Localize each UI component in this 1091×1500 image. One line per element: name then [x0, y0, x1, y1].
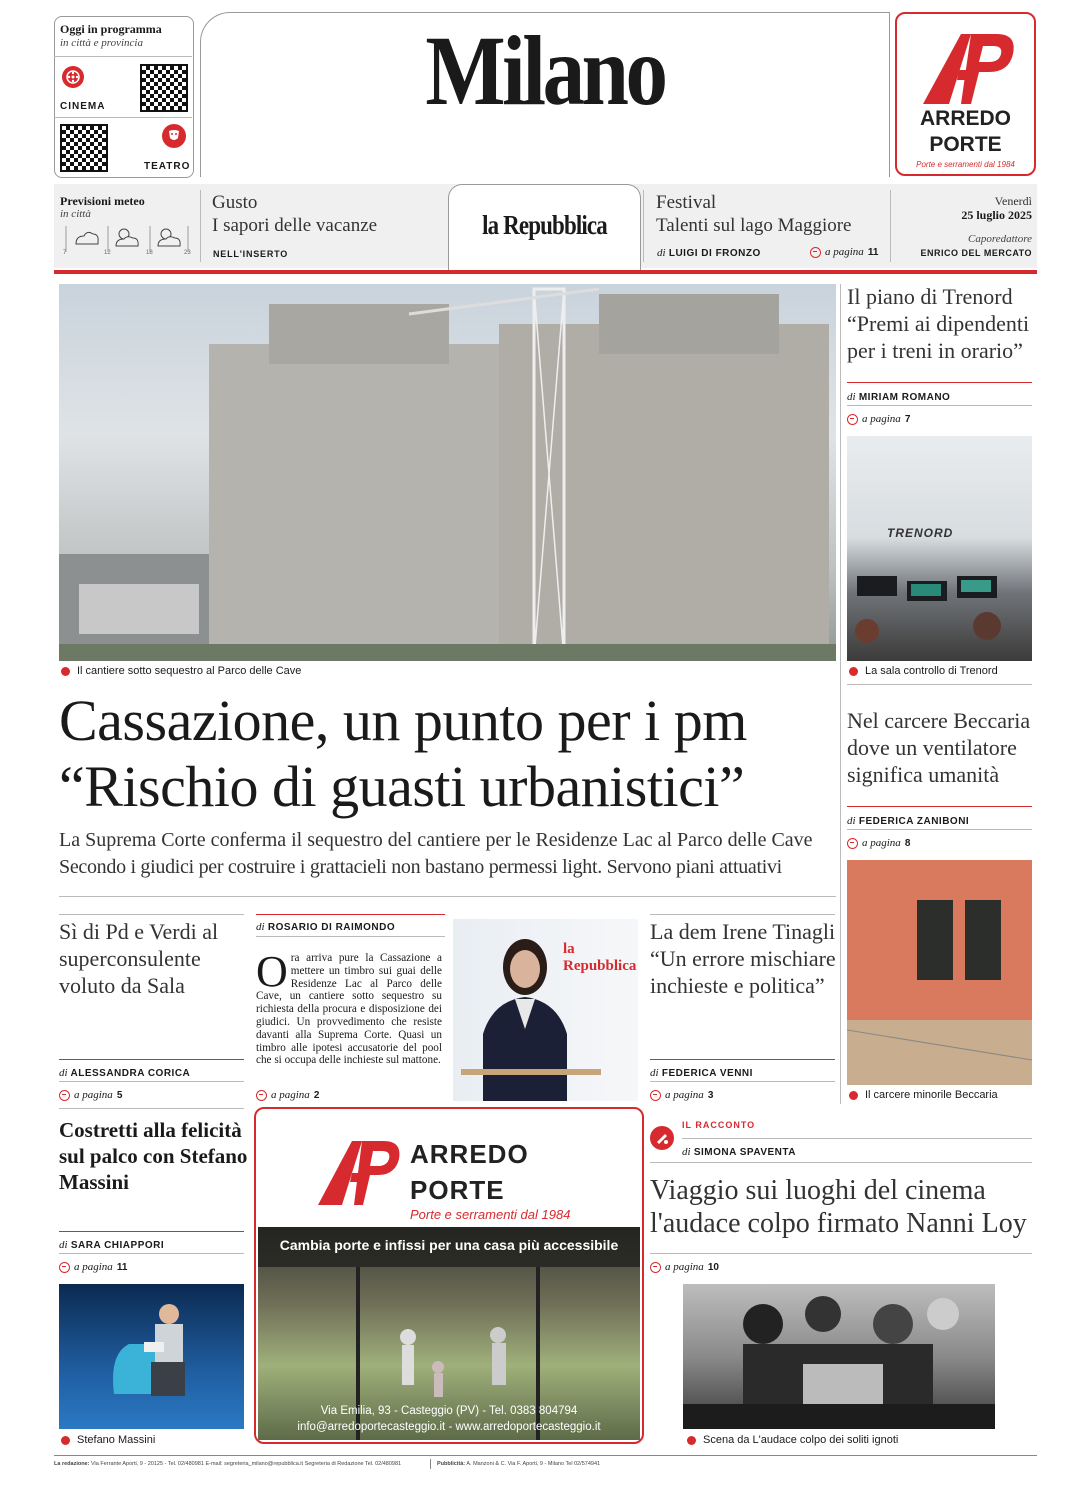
racconto-label: IL RACCONTO	[682, 1120, 756, 1130]
racconto-icon	[650, 1126, 674, 1150]
festival-page-link[interactable]: a pagina 11	[810, 246, 878, 258]
massini-byline: di SARA CHIAPPORI	[59, 1239, 165, 1251]
gusto-title[interactable]: Gusto	[212, 192, 258, 213]
tinagli-page-link[interactable]: a pagina 3	[650, 1089, 713, 1101]
qr-code-cinema[interactable]	[140, 64, 188, 112]
massini-page-link[interactable]: a pagina 11	[59, 1261, 127, 1273]
gusto-subtitle[interactable]: I sapori delle vacanze	[212, 215, 378, 236]
main-deck-line1: La Suprema Corte conferma il sequestro del cantiere per le Residenze Lac al Parco delle Cave	[59, 829, 813, 851]
festival-title[interactable]: Festival	[656, 192, 717, 213]
sala-page-link[interactable]: a pagina 5	[59, 1089, 122, 1101]
meteo-hour-12: 12	[104, 250, 111, 256]
trenord-page-link[interactable]: a pagina 7	[847, 413, 910, 425]
footer-redazione: La redazione: Via Ferrante Aporti, 9 - 20125 - Tel. 02/480981 E-mail: segreteria_milano@repubblica.it Segreteria di Redazione Tel. 02/480981	[54, 1461, 402, 1467]
ad-bottom-web[interactable]: info@arredoportecasteggio.it - www.arredoportecasteggio.it	[297, 1421, 601, 1433]
meteo-hour-7: 7	[63, 250, 67, 256]
gusto-note: NELL'INSERTO	[213, 249, 289, 259]
ad-top-brand1: ARREDO	[919, 107, 1011, 130]
caption-bullet-icon	[849, 1091, 858, 1100]
meteo-forecast	[62, 224, 194, 258]
cinema-icon[interactable]	[62, 66, 84, 88]
main-deck-line2: Secondo i giudici per costruire i grattacieli non bastano permessi light. Servono piani attuativi	[59, 856, 782, 878]
caption-bullet-icon	[61, 1436, 70, 1445]
racconto-photo[interactable]	[683, 1284, 995, 1429]
raimondo-article	[256, 947, 442, 1067]
festival-subtitle[interactable]: Talenti sul lago Maggiore	[656, 215, 852, 236]
ad-bottom-photo	[258, 1227, 640, 1440]
editor-label: Caporedattore	[968, 233, 1032, 245]
meteo-hour-18: 18	[146, 250, 153, 256]
tinagli-headline[interactable]: La dem Irene Tinagli “Un errore mischiare inchieste e politica”	[650, 919, 836, 998]
arredo-porte-logo-icon	[913, 20, 1023, 110]
programma-title: Oggi in programma	[60, 22, 162, 36]
beccaria-headline[interactable]: Nel carcere Beccaria dove un ventilatore significa umanità	[847, 708, 1031, 787]
ad-bottom-brand2: PORTE	[410, 1175, 505, 1205]
main-photo-caption: Il cantiere sotto sequestro al Parco delle Cave	[61, 665, 301, 677]
racconto-page-link[interactable]: a pagina 10	[650, 1261, 719, 1273]
tinagli-photo[interactable]	[453, 919, 638, 1101]
main-photo-cantiere[interactable]	[59, 284, 836, 661]
ad-bottom-tagline: Porte e serramenti dal 1984	[410, 1207, 571, 1222]
beccaria-caption: Il carcere minorile Beccaria	[849, 1089, 998, 1101]
trenord-byline: di MIRIAM ROMANO	[847, 391, 951, 403]
programma-subtitle: in città e provincia	[60, 37, 143, 49]
trenord-headline[interactable]: Il piano di Trenord “Premi ai dipendenti per i treni in orario”	[847, 284, 1030, 363]
massini-caption: Stefano Massini	[61, 1434, 155, 1446]
ad-bottom-arredo-porte[interactable]	[254, 1107, 644, 1444]
teatro-icon[interactable]	[162, 124, 186, 148]
trenord-sign: TRENORD	[887, 526, 954, 540]
beccaria-photo[interactable]	[847, 860, 1032, 1085]
footer-pubblicita: Pubblicità: A. Manzoni & C. Via F. Aporti, 9 - Milano Tel 02/574941	[437, 1461, 601, 1467]
racconto-caption: Scena da L'audace colpo dei soliti ignoti	[687, 1434, 898, 1446]
date-day: Venerdì	[994, 194, 1032, 208]
main-headline-line2[interactable]: “Rischio di guasti urbanistici”	[59, 754, 745, 819]
arrow-right-icon	[256, 1090, 267, 1101]
meteo-hour-23: 23	[184, 250, 191, 256]
cinema-label[interactable]: CINEMA	[60, 101, 106, 112]
raimondo-byline: di ROSARIO DI RAIMONDO	[256, 921, 396, 933]
arrow-right-icon	[59, 1262, 70, 1273]
date: 25 luglio 2025	[961, 208, 1032, 222]
ad-top-tagline: Porte e serramenti dal 1984	[916, 160, 1015, 169]
arredo-porte-logo-icon	[312, 1129, 402, 1209]
caption-bullet-icon	[61, 667, 70, 676]
ad-bottom-brand1: ARREDO	[410, 1139, 529, 1169]
backdrop-logo: la Repubblica	[563, 941, 637, 974]
main-headline-line1[interactable]: Cassazione, un punto per i pm	[59, 688, 747, 753]
racconto-byline: di SIMONA SPAVENTA	[682, 1146, 796, 1158]
ad-bottom-claim: Cambia porte e infissi per una casa più accessibile	[279, 1237, 619, 1253]
arrow-right-icon	[59, 1090, 70, 1101]
beccaria-byline: di FEDERICA ZANIBONI	[847, 815, 970, 827]
massini-photo[interactable]	[59, 1284, 244, 1429]
qr-code-teatro[interactable]	[60, 124, 108, 172]
sala-headline[interactable]: Sì di Pd e Verdi al superconsulente voluto da Sala	[59, 919, 219, 998]
arrow-right-icon	[650, 1262, 661, 1273]
ad-top-arredo-porte[interactable]	[895, 12, 1036, 176]
arrow-right-icon	[847, 838, 858, 849]
raimondo-dropcap: O	[256, 947, 288, 996]
masthead-title: Milano	[425, 15, 665, 126]
teatro-label[interactable]: TEATRO	[144, 161, 191, 172]
ad-bottom-address: Via Emilia, 93 - Casteggio (PV) - Tel. 0383 804794	[320, 1405, 578, 1417]
repubblica-logo: la Repubblica	[482, 210, 607, 240]
meteo-title: Previsioni meteo	[60, 194, 145, 208]
festival-byline: di LUIGI DI FRONZO	[657, 247, 761, 259]
editor-name: ENRICO DEL MERCATO	[920, 248, 1032, 258]
trenord-photo[interactable]	[847, 436, 1032, 661]
caption-bullet-icon	[687, 1436, 696, 1445]
raimondo-page-link[interactable]: a pagina 2	[256, 1089, 319, 1101]
beccaria-page-link[interactable]: a pagina 8	[847, 837, 910, 849]
caption-bullet-icon	[849, 667, 858, 676]
arrow-right-icon	[847, 414, 858, 425]
ad-top-brand2: PORTE	[929, 133, 1002, 156]
sala-byline: di ALESSANDRA CORICA	[59, 1067, 191, 1079]
arrow-right-icon	[650, 1090, 661, 1101]
arrow-right-icon	[810, 247, 821, 258]
raimondo-text: ra arriva pure la Cassazione a mettere un timbro sui guai delle Residenze Lac al Parco delle Cave, un cantiere sotto sequestro su richiesta della procura e disposizione dei giudici. Un provvedimento che resiste davanti alla Suprema Corte. Quasi un timbro alle ipotesi accusatorie del pool che si occupa delle inchieste sul mattone.	[256, 952, 442, 1067]
tinagli-byline: di FEDERICA VENNI	[650, 1067, 753, 1079]
trenord-caption: La sala controllo di Trenord	[849, 665, 998, 677]
racconto-headline[interactable]: Viaggio sui luoghi del cinema l'audace colpo firmato Nanni Loy	[650, 1175, 1027, 1239]
meteo-subtitle: in città	[60, 208, 91, 220]
massini-headline[interactable]: Costretti alla felicità sul palco con Stefano Massini	[59, 1118, 248, 1194]
